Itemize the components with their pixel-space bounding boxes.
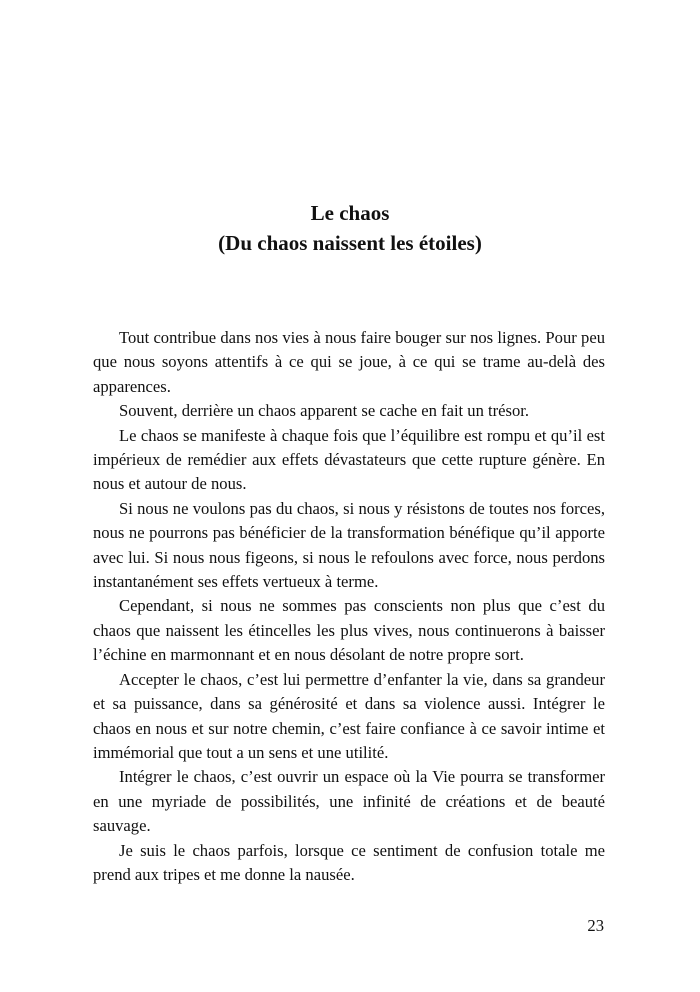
- paragraph: Je suis le chaos parfois, lorsque ce sentiment de confusion totale me prend aux tripes et me donne la nausée.: [93, 840, 605, 884]
- paragraph: Intégrer le chaos, c’est ouvrir un espace où la Vie pourra se transformer en une myriade de possibilités, une infinité de créations et de beauté sauvage.: [93, 767, 605, 836]
- paragraph: Cependant, si nous ne sommes pas conscients non plus que c’est du chaos que naissent les étincelles les plus vives, nous continuerons à baisser l’échine en marmonnant et en nous désolant de notre propre sort.: [93, 596, 605, 665]
- chapter-title: Le chaos: [310, 201, 390, 225]
- paragraph: Si nous ne voulons pas du chaos, si nous y résistons de toutes nos forces, nous ne pourrons pas bénéficier de la transformation bénéfique qu’il apporte avec lui. Si nous nous figeons, si nous le refoulons avec force, nous perdons instantanément ses effets vertueux à terme.: [93, 498, 605, 592]
- paragraph: Tout contribue dans nos vies à nous faire bouger sur nos lignes. Pour peu que nous soyons attentifs à ce qui se joue, à ce qui se trame au-delà des apparences.: [93, 328, 605, 396]
- body-text: [93, 326, 605, 887]
- paragraph: Accepter le chaos, c’est lui permettre d’enfanter la vie, dans sa grandeur et sa puissance, dans sa générosité et dans sa violence aussi. Intégrer le chaos en nous et sur notre chemin, c’est faire confiance à ce savoir intime et immémorial que tout a un sens et une utilité.: [93, 669, 605, 762]
- paragraph: Le chaos se manifeste à chaque fois que l’équilibre est rompu et qu’il est impérieux de remédier aux effets dévastateurs que cette rupture génère. En nous et autour de nous.: [93, 425, 605, 494]
- chapter-subtitle: (Du chaos naissent les étoiles): [218, 231, 482, 255]
- page-number: 23: [587, 916, 604, 935]
- paragraph: Souvent, derrière un chaos apparent se cache en fait un trésor.: [119, 401, 530, 421]
